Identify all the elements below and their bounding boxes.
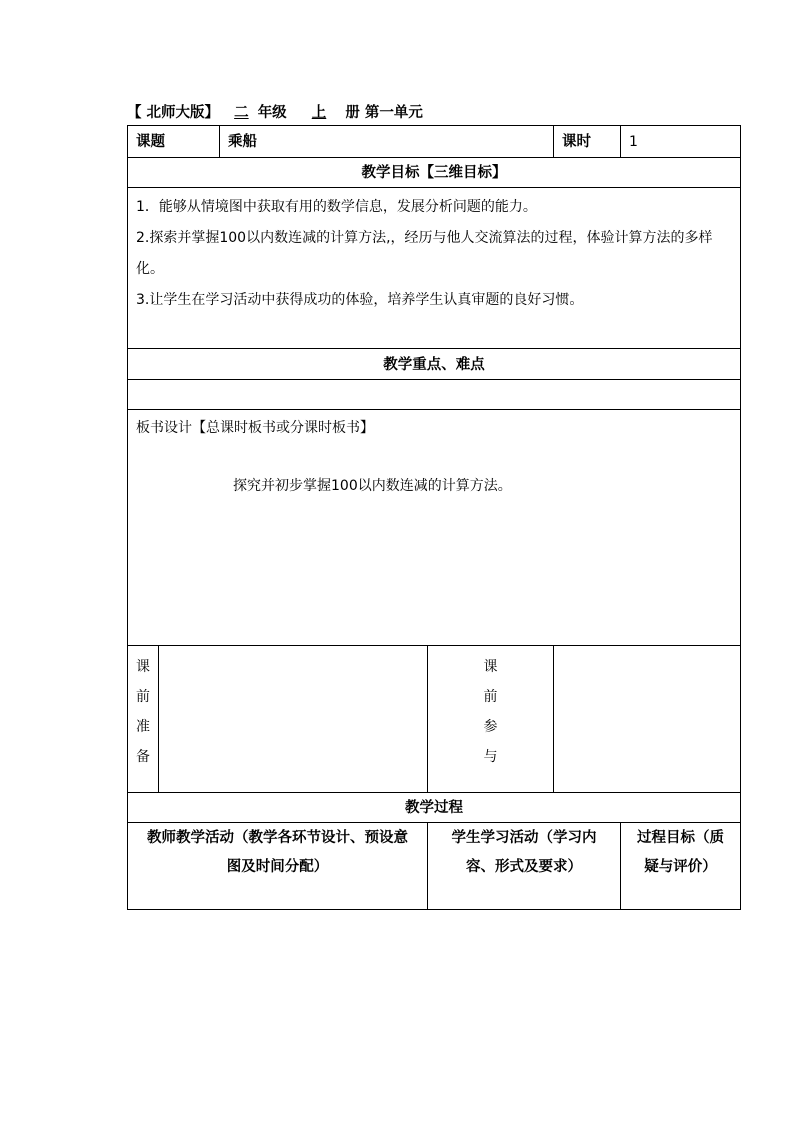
label-char: 前 xyxy=(483,689,498,705)
topic-value: 乘船 xyxy=(220,126,554,158)
pre-class-preparation-label xyxy=(128,646,159,793)
publisher-label: 【 北师大版】 xyxy=(127,105,220,121)
lesson-plan-table xyxy=(127,125,740,910)
key-points-content xyxy=(128,380,741,410)
key-points-title: 教学重点、难点 xyxy=(128,349,741,380)
pre-class-preparation-content xyxy=(159,646,428,793)
period-label: 课时 xyxy=(554,126,621,158)
board-design-content: 探究并初步掌握100以内数连减的计算方法。 xyxy=(233,478,512,494)
student-activity-header xyxy=(428,823,621,910)
objective-item: 3.让学生在学习活动中获得成功的体验，培养学生认真审题的良好习惯。 xyxy=(136,292,584,308)
student-activity-label: 学生学习活动（学习内容、形式及要求） xyxy=(451,830,597,875)
pre-class-participation-content xyxy=(554,646,741,793)
label-char: 课 xyxy=(483,659,498,675)
label-char: 前 xyxy=(136,689,150,705)
teacher-activity-header xyxy=(128,823,428,910)
process-goal-header xyxy=(621,823,741,910)
topic-label: 课题 xyxy=(128,126,220,158)
label-char: 准 xyxy=(136,719,150,735)
teacher-activity-label: 教师教学活动（教学各环节设计、预设意图及时间分配） xyxy=(147,830,408,875)
label-char: 与 xyxy=(483,749,498,765)
process-title: 教学过程 xyxy=(128,793,741,823)
objectives-content xyxy=(128,188,741,349)
objective-item: 1．能够从情境图中获取有用的数学信息，发展分析问题的能力。 xyxy=(136,199,537,215)
volume-value: 上 xyxy=(311,105,327,121)
volume-suffix: 册 第一单元 xyxy=(345,105,423,121)
label-char: 参 xyxy=(483,719,498,735)
process-goal-label: 过程目标（质疑与评价） xyxy=(637,830,725,875)
pre-class-participation-label xyxy=(428,646,554,793)
label-char: 备 xyxy=(136,749,150,765)
document-header xyxy=(127,102,423,124)
period-value: 1 xyxy=(621,126,741,158)
label-char: 课 xyxy=(136,659,150,675)
board-design-cell xyxy=(128,410,741,646)
objective-item: 2.探索并掌握100以内数连减的计算方法,，经历与他人交流算法的过程，体验计算方法的多样化。 xyxy=(136,230,713,277)
objectives-title: 教学目标【三维目标】 xyxy=(128,158,741,188)
grade-value: 二 xyxy=(234,105,249,121)
grade-suffix: 年级 xyxy=(257,105,287,121)
board-design-title: 板书设计【总课时板书或分课时板书】 xyxy=(136,420,374,436)
